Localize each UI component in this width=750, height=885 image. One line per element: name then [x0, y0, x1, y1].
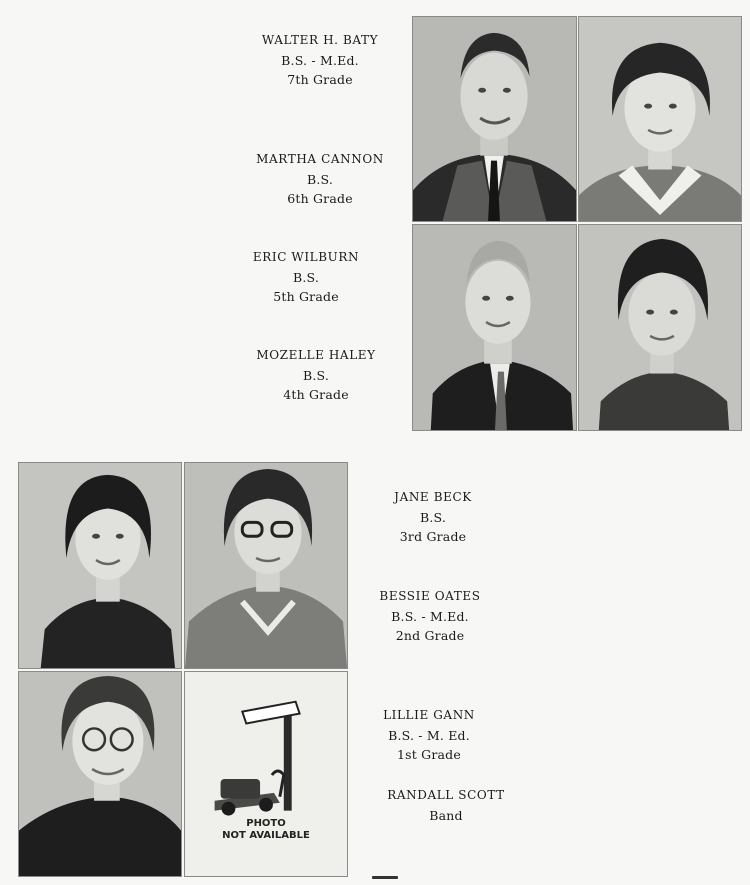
teacher-grade: 4th Grade [283, 387, 349, 402]
portrait-jane-beck [18, 462, 182, 669]
portrait-walter-baty [412, 16, 577, 222]
teacher-name: RANDALL SCOTT [387, 788, 505, 802]
portrait-bessie-oates [184, 462, 348, 669]
placeholder-line-1: PHOTO [246, 818, 286, 829]
teacher-grade: 1st Grade [397, 747, 461, 762]
teacher-role: Band [429, 807, 463, 823]
teacher-degree: B.S. [292, 269, 320, 285]
caption-walter-baty [240, 31, 400, 90]
caption-eric-wilburn [226, 248, 386, 307]
photo-not-available-label [185, 818, 347, 842]
teacher-degree: B.S. - M.Ed. [391, 608, 469, 624]
teacher-degree: B.S. - M.Ed. [281, 52, 359, 68]
teacher-name: LILLIE GANN [383, 708, 475, 722]
caption-bessie-oates [345, 587, 515, 646]
caption-randall-scott [361, 786, 531, 825]
caption-jane-beck [348, 488, 518, 547]
portrait-martha-cannon [578, 16, 742, 222]
teacher-name: MOZELLE HALEY [256, 348, 376, 362]
teacher-name: BESSIE OATES [379, 589, 481, 603]
photo-not-available [184, 671, 348, 877]
teacher-name: ERIC WILBURN [252, 250, 360, 264]
portrait-woman-glasses-icon [19, 672, 181, 876]
portrait-lillie-gann [18, 671, 182, 877]
teacher-grade: 2nd Grade [395, 628, 465, 643]
portrait-woman-icon [579, 17, 741, 221]
teacher-name: JANE BECK [394, 490, 472, 504]
placeholder-line-2: NOT AVAILABLE [222, 830, 310, 841]
caption-mozelle-haley [236, 346, 396, 405]
teacher-degree: B.S. - M. Ed. [388, 727, 470, 743]
portrait-mozelle-haley [578, 224, 742, 431]
portrait-woman-icon [19, 463, 181, 668]
teacher-grade: 7th Grade [287, 72, 353, 87]
portrait-woman-glasses-icon [185, 463, 347, 668]
teacher-grade: 6th Grade [287, 191, 353, 206]
teacher-degree: B.S. [302, 367, 330, 383]
portrait-man-suit-icon [413, 225, 576, 430]
teacher-grade: 3rd Grade [399, 529, 467, 544]
teacher-degree: B.S. [306, 171, 334, 187]
portrait-man-suit-icon [413, 17, 576, 221]
teacher-grade: 5th Grade [273, 289, 339, 304]
portrait-eric-wilburn [412, 224, 577, 431]
page-mark [372, 876, 398, 879]
caption-martha-cannon [240, 150, 400, 209]
teacher-name: WALTER H. BATY [261, 33, 379, 47]
portrait-woman-icon [579, 225, 741, 430]
teacher-degree: B.S. [419, 509, 447, 525]
caption-lillie-gann [344, 706, 514, 765]
teacher-name: MARTHA CANNON [256, 152, 384, 166]
signpost-car-icon [185, 672, 347, 876]
